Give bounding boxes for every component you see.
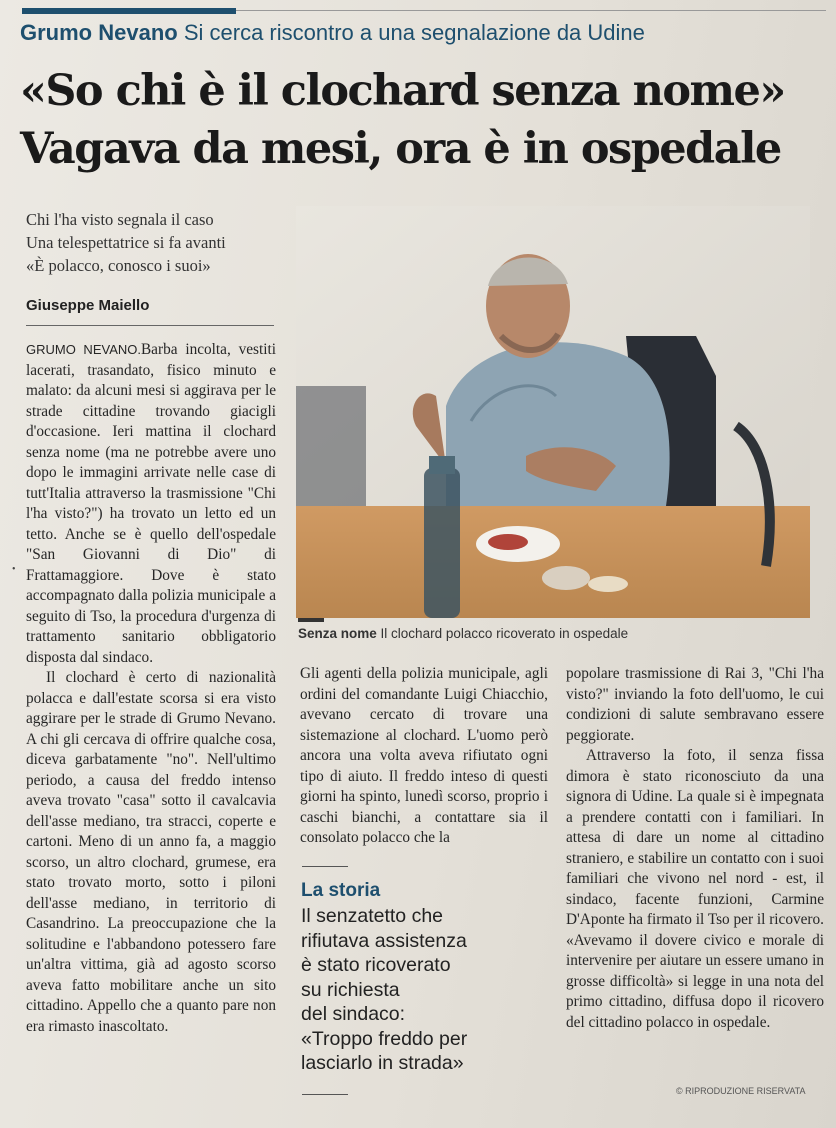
caption-mark xyxy=(298,618,324,622)
article-paragraph: Gli agenti della polizia municipale, agli ordini del comandante Luigi Chiacchio, avevano cercato di trovare una sistemazione al clochard. L'uomo però ancora una volta aveva rifiutato ogni tipo di aiuto. Il freddo inteso di questi giorni ha spinto, lunedì scorso, proprio i caschi bianchi, a contattare sia il consolato polacco che la xyxy=(300,665,548,846)
article-paragraph: Attraverso la foto, il senza fissa dimora è stato riconosciuto da una signora di Udine. La quale si è impegnata a prendere contatti con i familiari. In attesa di dare un nome al cittadino straniero, e stabilire un contatto con i suoi familiari che vivono nel nord - est, il sindaco, facente funzioni, Carmine D'Aponte ha firmato il Tso per il ricovero. «Avevamo il dovere civico e morale di intervenire per aiutare un essere umano in grosse difficoltà» si legge in una nota del primo cittadino, diffusa dopo il ricovero del cittadino polacco in ospedale. xyxy=(566,747,824,1031)
subhead-line: Una telespettatrice si fa avanti xyxy=(26,233,226,252)
clochard-photo-image xyxy=(296,206,810,618)
subhead-line: Chi l'ha visto segnala il caso xyxy=(26,210,214,229)
headline-line-1: «So chi è il clochard senza nome» xyxy=(20,66,785,116)
margin-mark-icon: • xyxy=(12,564,16,575)
story-line: lasciarlo in strada» xyxy=(301,1052,464,1074)
byline: Giuseppe Maiello xyxy=(26,297,150,314)
article-column-1 xyxy=(26,340,276,1037)
dateline: GRUMO NEVANO. xyxy=(26,342,141,357)
kicker xyxy=(20,20,645,46)
kicker-place: Grumo Nevano xyxy=(20,20,178,45)
caption-text: Il clochard polacco ricoverato in ospedale xyxy=(380,626,629,641)
story-line: è stato ricoverato xyxy=(301,954,451,976)
section-bar xyxy=(22,8,236,14)
byline-rule xyxy=(26,325,274,326)
story-label: La storia xyxy=(301,880,381,901)
copyright-notice: © RIPRODUZIONE RISERVATA xyxy=(676,1086,806,1096)
headline-line-2: Vagava da mesi, ora è in ospedale xyxy=(20,124,781,174)
story-line: del sindaco: xyxy=(301,1003,406,1025)
story-rule-top xyxy=(302,866,348,867)
article-photo xyxy=(296,206,810,618)
article-column-2 xyxy=(300,664,548,849)
subhead-line: «È polacco, conosco i suoi» xyxy=(26,256,211,275)
caption-bold: Senza nome xyxy=(298,626,377,641)
story-pullquote xyxy=(301,904,551,1076)
article-column-3 xyxy=(566,664,824,1033)
photo-caption xyxy=(298,626,628,641)
article-paragraph: popolare trasmissione di Rai 3, "Chi l'ha visto?" inviando la foto dell'uomo, le cui condizioni di salute sembravano essere peggiorate. xyxy=(566,665,824,744)
article-paragraph: Il clochard è certo di nazionalità polacca e dall'estate scorsa si era visto aggirare per le strade di Grumo Nevano. A chi gli cercava di offrire qualche cosa, diceva garbatamente "no". Nell'ultimo periodo, a causa del freddo intenso aveva trovato "casa" sotto il cavalcavia dell'asse mediano, tra stracci, coperte e cartoni. Meno di un anno fa, a maggio scorso, un altro clochard, grumese, era stato trovato morto, sotto i piloni dell'asse mediano, in territorio di Casandrino. La preoccupazione che la solitudine e l'abbandono potessero fare un'altra vittima, già ad agosto scorso aveva fatto mobilitare anche un sito cittadino. Appello che a quanto pare non era rimasto inascoltato. xyxy=(26,669,276,1035)
story-line: «Troppo freddo per xyxy=(301,1027,468,1050)
kicker-text: Si cerca riscontro a una segnalazione da Udine xyxy=(183,20,645,45)
top-rule xyxy=(236,10,826,11)
story-line: rifiutava assistenza xyxy=(301,929,467,952)
story-line: Il senzatetto che xyxy=(301,905,444,927)
subhead xyxy=(26,208,288,277)
story-line: su richiesta xyxy=(301,978,400,1001)
headline xyxy=(20,62,820,178)
story-rule-bottom xyxy=(302,1094,348,1095)
article-paragraph: GRUMO NEVANO.Barba incolta, vestiti lacerati, trasandato, fisico minuto e malato: da alcuni mesi si aggirava per le strade cittadine trovando giacigli d'occasione. Ieri mattina il clochard senza nome (ma ne potrebbe avere uno dopo le immagini arrivate nelle case di tutt'Italia attraverso la trasmissione "Chi l'ha visto?") ha trovato un letto ed un tetto. Anche se è quello dell'ospedale "San Giovanni di Dio" di Frattamaggiore. Dove è stato accompagnato dalla polizia municipale a seguito di Tso, la procedura d'urgenza di trattamento sanitario obbligatorio disposta dal sindaco. xyxy=(26,341,276,666)
